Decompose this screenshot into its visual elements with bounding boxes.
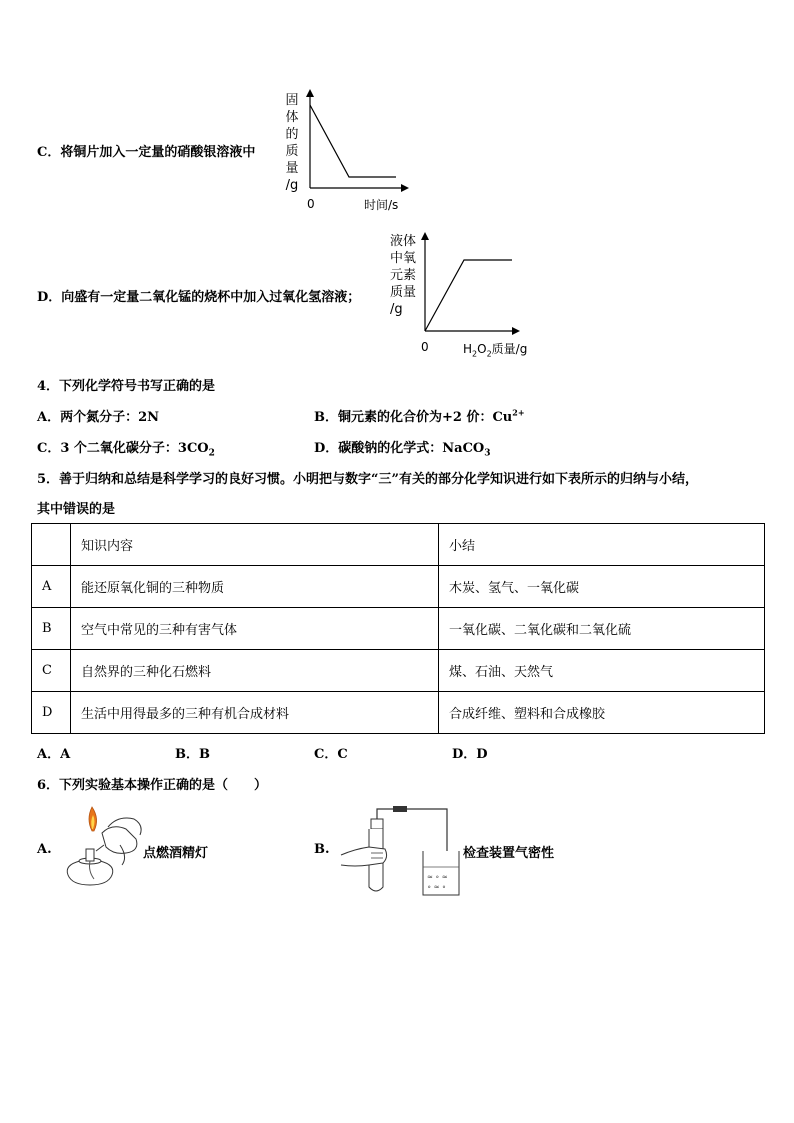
table-cell: D [32, 692, 71, 734]
chart-c-x-axis-label: 时间/s [364, 198, 399, 212]
table-cell: 生活中用得最多的三种有机合成材料 [71, 692, 439, 734]
q4-option-c-sub: 2 [208, 448, 215, 459]
chart-c-ylabel-char: 固 [285, 93, 299, 108]
table-header-cell: 小结 [439, 524, 765, 566]
table-cell: 能还原氧化铜的三种物质 [71, 566, 439, 608]
bubble-marks-icon: ≈ ∘ ≈ [427, 873, 448, 881]
table-row [32, 608, 765, 650]
q5-option-a: A．A [37, 747, 71, 762]
bubble-marks-icon: ∘ ≈ ∘ [427, 883, 447, 891]
q5-table [31, 523, 765, 734]
q4-stem: 4．下列化学符号书写正确的是 [37, 379, 216, 394]
chart-d-xlabel-h: H [463, 342, 473, 356]
q3-option-c-text: C．将铜片加入一定量的硝酸银溶液中 [37, 145, 256, 160]
chart-c-ylabel-char: 质 [285, 144, 299, 159]
chart-d-ylabel-line: /g [390, 302, 403, 317]
q4-option-c-text: C．3 个二氧化碳分子：3CO [37, 441, 209, 456]
chart-d-series-line [425, 260, 512, 331]
q4-option-a: A．两个氮分子：2N [37, 410, 160, 425]
table-header-cell: 知识内容 [71, 524, 439, 566]
chart-d-ylabel-line: 液体 [390, 234, 417, 249]
table-cell: 木炭、氢气、一氧化碳 [439, 566, 765, 608]
q4-option-d-text: D．碳酸钠的化学式：NaCO [314, 441, 485, 456]
table-row [32, 650, 765, 692]
q4-option-c [37, 437, 215, 459]
table-cell: 空气中常见的三种有害气体 [71, 608, 439, 650]
q6-stem: 6．下列实验基本操作正确的是（ ） [37, 778, 268, 793]
q5-option-b: B．B [175, 747, 210, 762]
table-cell: 煤、石油、天然气 [439, 650, 765, 692]
table-cell: 一氧化碳、二氧化碳和二氧化硫 [439, 608, 765, 650]
q6-option-a-label: 点燃酒精灯 [143, 846, 209, 861]
chart-d-xlabel-sub2: 2 [486, 349, 492, 359]
q4-option-d-sub: 3 [484, 448, 491, 459]
q4-option-b-sup: 2+ [512, 407, 525, 418]
table-cell: 合成纤维、塑料和合成橡胶 [439, 692, 765, 734]
table-cell: B [32, 608, 71, 650]
q5-option-d: D．D [452, 747, 488, 762]
alcohol-lamp-lighting-illustration [60, 805, 145, 895]
chart-d-x-axis-label [463, 340, 527, 358]
q5-stem-line1: 5．善于归纳和总结是科学学习的良好习惯。小明把与数字“三”有关的部分化学知识进行如下表所示的归纳与小结， [37, 472, 699, 487]
table-row [32, 692, 765, 734]
chart-d-origin-label: 0 [421, 340, 429, 354]
q6-option-b-label: 检查装置气密性 [463, 846, 555, 861]
q5-stem-line2: 其中错误的是 [37, 502, 116, 517]
chart-d-svg [0, 0, 794, 360]
chart-c-ylabel-char: /g [285, 178, 299, 193]
table-header-cell [32, 524, 71, 566]
table-header-row [32, 524, 765, 566]
chart-d-xlabel-o: O [477, 342, 487, 356]
chart-d-ylabel-line: 质量 [390, 285, 417, 300]
chart-c-ylabel-char: 量 [285, 161, 299, 176]
table-row [32, 566, 765, 608]
airtightness-check-illustration [335, 803, 465, 898]
table-cell: A [32, 566, 71, 608]
chart-c-origin-label: 0 [307, 197, 315, 211]
chart-d-xlabel-sub1: 2 [472, 349, 478, 359]
q6-option-b-letter: B. [314, 842, 330, 857]
table-cell: 自然界的三种化石燃料 [71, 650, 439, 692]
q4-option-d [314, 437, 491, 459]
q4-option-b [314, 406, 525, 425]
q4-option-b-text: B．铜元素的化合价为+2 价：Cu [314, 410, 513, 425]
chart-d-ylabel-line: 元素 [390, 268, 417, 283]
q6-option-a-letter: A. [37, 842, 52, 857]
chart-c-ylabel-char: 的 [285, 127, 299, 142]
table-cell: C [32, 650, 71, 692]
q3-option-d-text: D．向盛有一定量二氧化锰的烧杯中加入过氧化氢溶液； [37, 290, 361, 305]
chart-c-ylabel-char: 体 [285, 110, 299, 125]
chart-d-ylabel-line: 中氧 [390, 251, 417, 266]
q5-option-c: C．C [314, 747, 348, 762]
chart-d-xlabel-tail: 质量/g [491, 342, 528, 356]
